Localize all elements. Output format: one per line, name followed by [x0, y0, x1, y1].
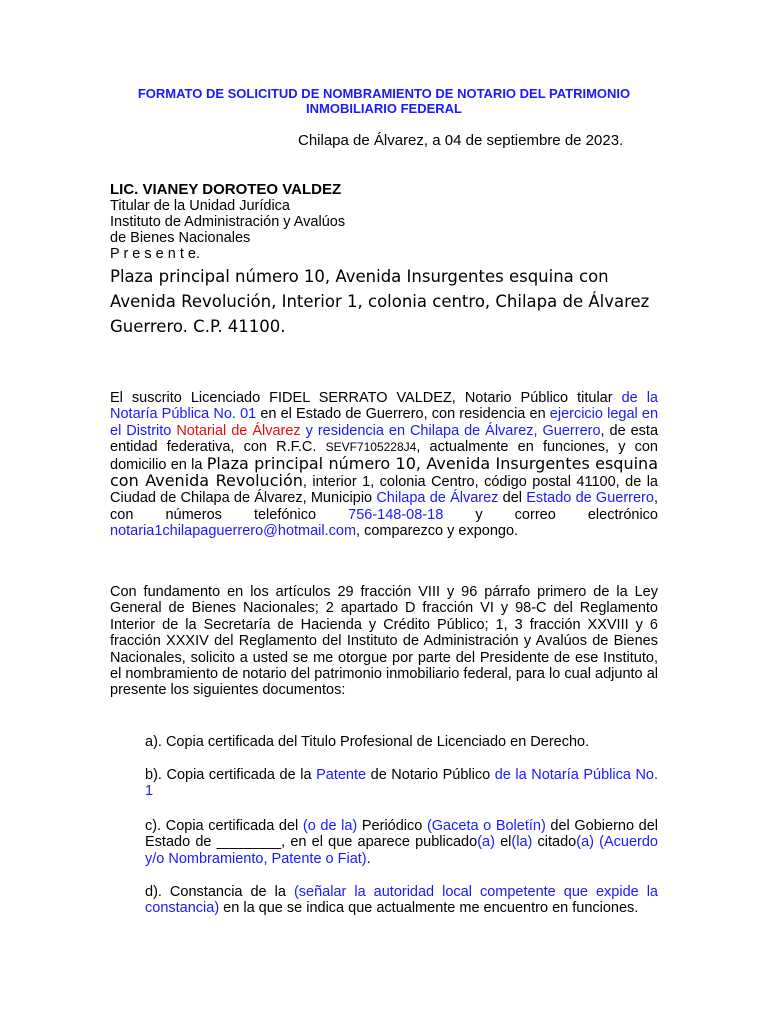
document-date: Chilapa de Álvarez, a 04 de septiembre de 2023.: [298, 132, 624, 149]
item-c-blue: (a): [477, 834, 495, 851]
item-d-text: en la que se indica que actualmente me encuentro en funciones.: [219, 900, 639, 917]
para1-municipio: Chilapa de Álvarez: [376, 490, 499, 507]
para1-notaria: de la Notaría Pública No. 01: [110, 390, 658, 423]
para1-text: en el Estado de Guerrero, con residencia en: [256, 406, 550, 423]
paragraph-intro: [110, 390, 658, 540]
para1-distrito: Notarial de Álvarez: [176, 422, 301, 439]
item-c-text: Periódico: [357, 818, 427, 834]
item-d-autoridad: (señalar la autoridad local competente que expide la constancia): [145, 884, 658, 917]
item-b-text: de Notario Público: [366, 767, 495, 783]
para1-phone: 756-148-08-18: [348, 506, 444, 523]
address-line-1: Plaza principal número 10, Avenida Insurgentes esquina con: [110, 267, 609, 286]
title-line-1: FORMATO DE SOLICITUD DE NOMBRAMIENTO DE NOTARIO DEL PATRIMONIO: [137, 86, 631, 101]
para1-rfc: SEVF7105228J4: [325, 440, 417, 455]
address-line-3: Guerrero. C.P. 41100.: [110, 317, 286, 336]
item-b: [145, 767, 658, 800]
item-c-text: c). Copia certificada del: [145, 818, 303, 834]
item-a: a). Copia certificada del Titulo Profesional de Licenciado en Derecho.: [145, 734, 590, 750]
address-line-2: Avenida Revolución, Interior 1, colonia centro, Chilapa de Álvarez: [110, 292, 650, 311]
item-c-blue: (o de la): [302, 818, 358, 834]
para1-residencia: y residencia en Chilapa de Álvarez, Guerrero: [300, 422, 601, 439]
item-c-text: .: [366, 850, 371, 867]
item-d-text: d). Constancia de la: [145, 884, 294, 900]
recipient-title: Titular de la Unidad Jurídica: [110, 198, 290, 214]
para1-text: , con números telefónico: [110, 490, 658, 523]
item-c-blue: (la): [511, 834, 533, 851]
recipient-institute: Instituto de Administración y Avalúos: [110, 214, 346, 230]
item-d: [145, 884, 658, 917]
item-c-text: el: [494, 834, 512, 851]
para1-text: , de esta entidad federativa, con R.F.C.: [110, 422, 659, 456]
para1-text: y correo electrónico: [443, 506, 658, 523]
recipient-name: LIC. VIANEY DOROTEO VALDEZ: [110, 181, 342, 198]
item-c-text: citado: [532, 834, 577, 851]
recipient-block: [110, 182, 670, 262]
item-b-notaria: de la Notaría Pública No. 1: [145, 767, 659, 800]
document-title: [100, 86, 668, 116]
item-b-patente: Patente: [316, 767, 367, 783]
para1-ejercicio: ejercicio legal en el Distrito: [110, 406, 659, 439]
para1-text: del: [498, 490, 527, 507]
item-c-blue: (Gaceta o Boletín): [426, 818, 546, 834]
item-c: [145, 818, 658, 867]
para1-domicilio: Plaza principal número 10, Avenida Insurgentes esquina con Avenida Revolución: [110, 453, 658, 491]
para1-estado: Estado de Guerrero: [526, 490, 654, 507]
para1-email: notaria1chilapaguerrero@hotmail.com: [110, 523, 357, 540]
para1-text: , interior 1, colonia Centro, código postal 41100, de la Ciudad de Chilapa de Álvarez, Municipio: [110, 474, 658, 507]
para1-text: , actualmente en funciones, y con domicilio en la: [110, 439, 658, 473]
item-c-text: del Gobierno del Estado de ________, en el que aparece publicado: [145, 818, 659, 851]
item-c-blue: (a) (Acuerdo y/o Nombramiento, Patente o Fiat): [145, 834, 658, 867]
paragraph-fundamento: Con fundamento en los artículos 29 fracción VIII y 96 párrafo primero de la Ley General de Bienes Nacionales; 2 apartado D fracción VI y 98-C del Reglamento Interior de la Secretaría de Hacienda y Crédito Público; 1, 3 fracción XXVIII y 6 fracción XXXIV del Reglamento del Instituto de Administración y Avalúos de Bienes Nacionales, solicito a usted se me otorgue por parte del Presidente de ese Instituto, el nombramiento de notario del patrimonio inmobiliario federal, para lo cual adjunto al presente los siguientes documentos:: [110, 584, 658, 699]
para1-text: El suscrito Licenciado FIDEL SERRATO VALDEZ, Notario Público titular: [110, 390, 622, 406]
title-line-2: INMOBILIARIO FEDERAL: [306, 101, 462, 116]
item-b-text: b). Copia certificada de la: [145, 767, 317, 783]
recipient-address: [110, 264, 670, 339]
para1-text: , comparezco y expongo.: [356, 523, 519, 540]
recipient-presente: P r e s e n t e.: [110, 246, 201, 262]
recipient-institute-2: de Bienes Nacionales: [110, 230, 251, 246]
